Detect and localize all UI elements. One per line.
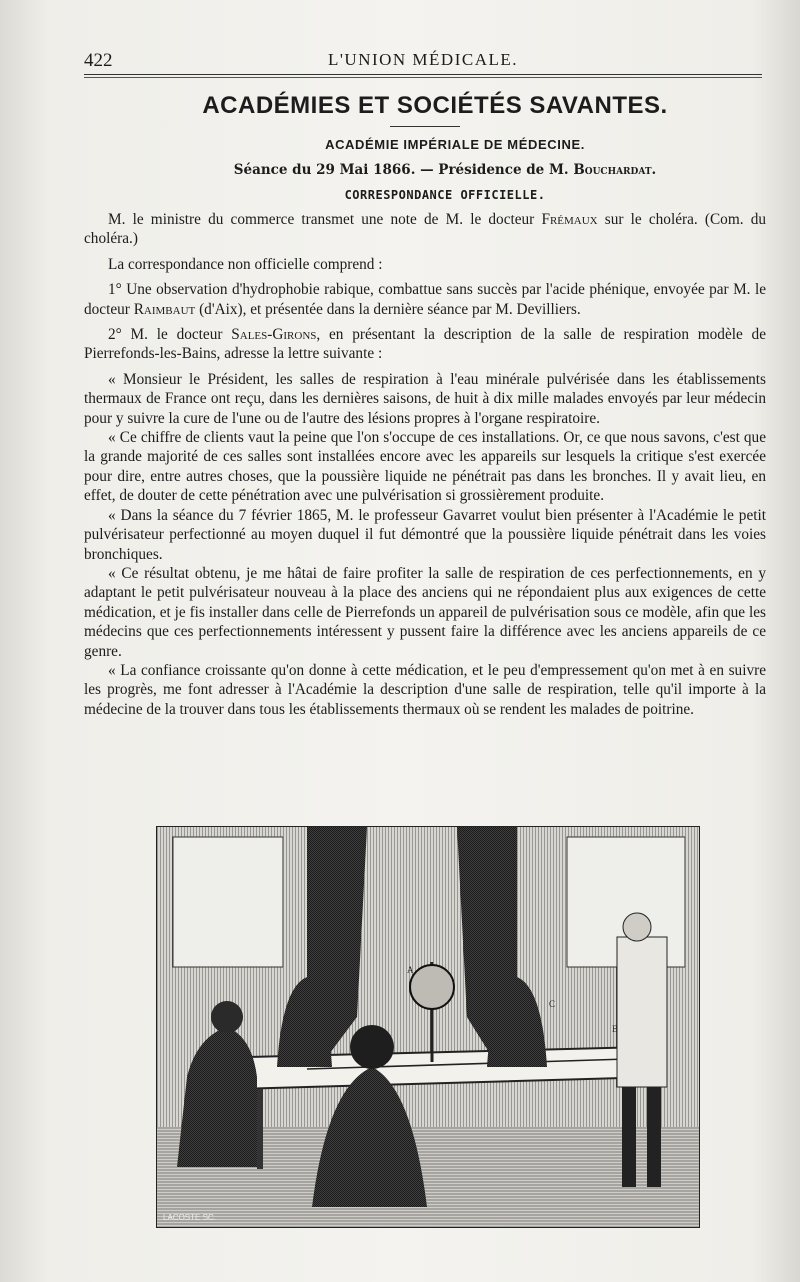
journal-title: L'UNION MÉDICALE.: [327, 50, 519, 69]
paragraph-correspondance: La correspondance non officielle comprend :: [108, 255, 383, 273]
paragraph-letter-2: « Ce chiffre de clients vaut la peine que l'on s'occupe de ces installations. Or, ce que nous savons, c'est que la grande majorité de ces salles sont installées encore avec les appareils sur lesquels la critique s'est exercée pour dire, entre autres choses, que la poussière liquide ne pénétrait pas dans les bronches. Il y avait lieu, en effet, de douter de cette pénétration avec une pulvérisation si grossièrement produite.: [84, 429, 766, 505]
attendant-figure: [617, 937, 667, 1087]
globe-reservoir: [410, 965, 454, 1009]
label-c: C: [549, 999, 556, 1009]
seance-text: Séance du 29 Mai 1866. — Présidence de M.: [233, 162, 574, 178]
academy-title: ACADÉMIE IMPÉRIALE DE MÉDECINE.: [325, 137, 585, 152]
engraver-signature: LACOSTE SC.: [163, 1213, 216, 1222]
page-number: 422: [84, 50, 113, 71]
name-fremaux: Frémaux: [541, 211, 598, 228]
paragraph-hydrophobie: 1° Une observation d'hydrophobie rabique, combattue sans succès par l'acide phénique, envoyée par M. le docteur Raimbaut (d'Aix), et présentée dans la dernière séance par M. Devilliers.: [84, 281, 766, 318]
section-title: ACADÉMIES ET SOCIÉTÉS SAVANTES.: [202, 92, 668, 119]
engraving-respiration-room: [156, 826, 700, 1228]
paragraph-ministre: M. le ministre du commerce transmet une note de M. le docteur Frémaux sur le choléra. (Com. du choléra.): [84, 211, 766, 248]
name-raimbaut: Raimbaut: [133, 300, 196, 318]
label-b: B: [612, 1024, 619, 1034]
name-sales-girons: Sales-Girons: [231, 326, 317, 344]
page-header: [84, 46, 762, 72]
article-body: [84, 92, 766, 719]
label-a: A: [407, 965, 414, 975]
seance-line: [84, 162, 766, 178]
paragraph-sales-girons: 2° M. le docteur Sales-Girons, en présentant la description de la salle de respiration modèle de Pierrefonds-les-Bains, adresse la lettre suivante :: [84, 326, 766, 363]
title-divider: [390, 126, 460, 127]
president-name: Bouchardat.: [573, 162, 657, 178]
paragraph-letter-1: « Monsieur le Président, les salles de respiration à l'eau minérale pulvérisée dans les établissements thermaux de France ont reçu, dans les dernières saisons, de huit à dix mille malades envoyés par leur médecin pour y suivre la cure de l'une ou de l'autre des lésions propres à l'organe respiratoire.: [84, 370, 766, 427]
window-left: [173, 837, 283, 967]
paragraph-letter-3: « Dans la séance du 7 février 1865, M. le professeur Gavarret voulut bien présenter à l'Académie le petit pulvérisateur perfectionné au moyen duquel il fut démontré que la poussière liquide pénétrait dans les voies bronchiques.: [84, 506, 766, 563]
paragraph-letter-5: « La confiance croissante qu'on donne à cette médication, et le peu d'empressement qu'on met à en suivre les progrès, me font adresser à l'Académie la description d'une salle de respiration, telle qu'il importe à la médecine de la trouver dans tous les établissements thermaux où se rendent les malades de poitrine.: [84, 661, 766, 718]
paragraph-letter-4: « Ce résultat obtenu, je me hâtai de faire profiter la salle de respiration de ces perfectionnements, en y adaptant le petit pulvérisateur nouveau à la place des anciens qui ne répondaient plus aux exigences de cette médication, et je fis installer dans celle de Pierrefonds un appareil de pulvérisation sous ce modèle, afin que les médecins que ces perfectionnements intéressent y pussent faire la différence avec les anciens appareils de ce genre.: [84, 564, 766, 660]
header-rule: [84, 74, 762, 78]
correspondence-subhead: CORRESPONDANCE OFFICIELLE.: [344, 188, 546, 202]
